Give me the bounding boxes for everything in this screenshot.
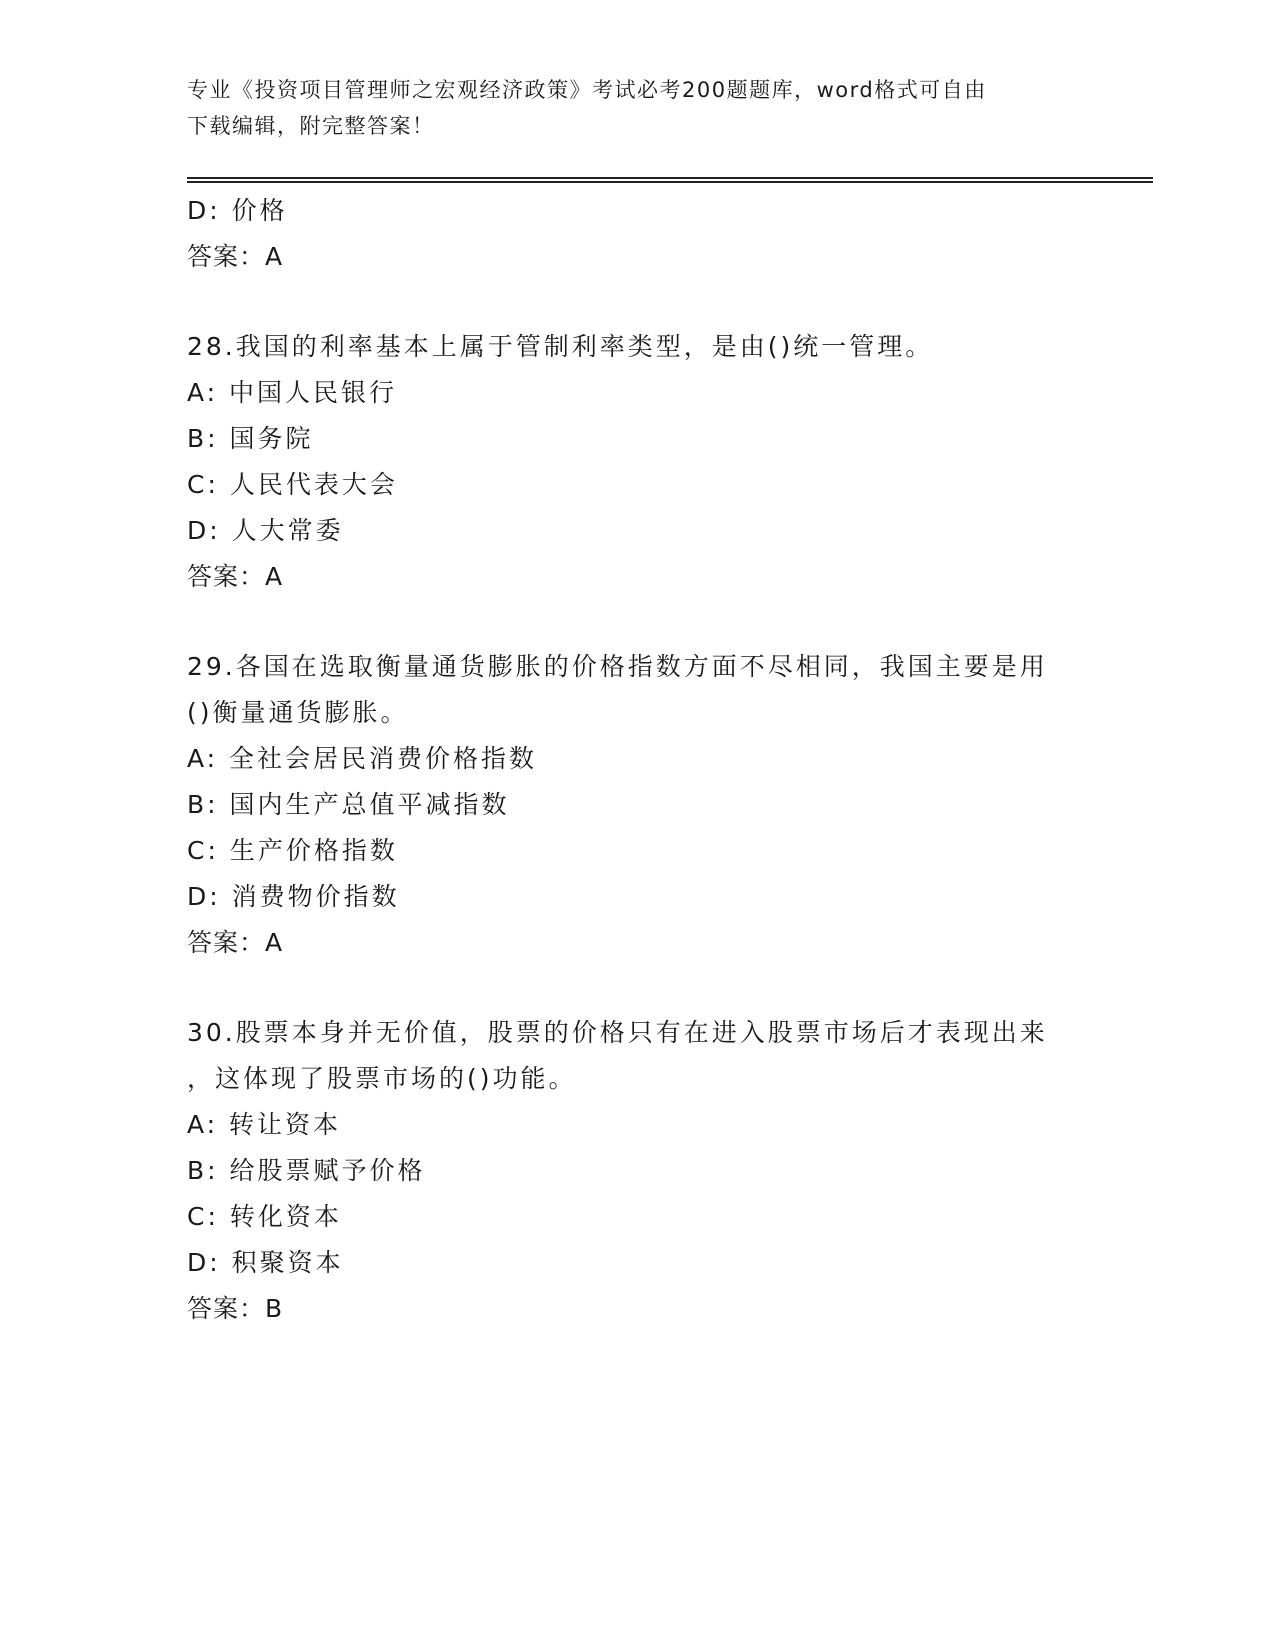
option-d: D: 积聚资本 — [187, 1248, 344, 1277]
option-a: A: 中国人民银行 — [187, 378, 398, 407]
document-header — [187, 72, 1087, 144]
option-a: A: 转让资本 — [187, 1110, 342, 1139]
question-block-28 — [187, 324, 1087, 600]
option-b: B: 国内生产总值平减指数 — [187, 790, 510, 819]
spacer — [187, 280, 1087, 324]
question-content — [187, 188, 1087, 1332]
question-stem-line: ，这体现了股票市场的()功能。 — [187, 1064, 577, 1093]
option-c: C: 人民代表大会 — [187, 470, 398, 499]
option-c: C: 生产价格指数 — [187, 836, 398, 865]
answer-line: 答案：B — [187, 1294, 284, 1323]
answer-line: 答案：A — [187, 562, 284, 591]
option-d: D: 消费物价指数 — [187, 882, 400, 911]
question-stem-line: ()衡量通货膨胀。 — [187, 698, 409, 727]
question-block-30 — [187, 1010, 1087, 1332]
prev-answer: 答案：A — [187, 242, 284, 271]
question-block-29 — [187, 644, 1087, 966]
option-a: A: 全社会居民消费价格指数 — [187, 744, 538, 773]
header-divider-top — [187, 177, 1153, 179]
header-divider-bottom — [187, 181, 1153, 183]
header-line-1: 专业《投资项目管理师之宏观经济政策》考试必考200题题库，word格式可自由 — [187, 78, 987, 102]
option-b: B: 国务院 — [187, 424, 314, 453]
spacer — [187, 966, 1087, 1010]
option-d: D: 人大常委 — [187, 516, 344, 545]
question-stem-line: 29.各国在选取衡量通货膨胀的价格指数方面不尽相同，我国主要是用 — [187, 652, 1048, 681]
spacer — [187, 600, 1087, 644]
answer-line: 答案：A — [187, 928, 284, 957]
question-stem-line: 28.我国的利率基本上属于管制利率类型，是由()统一管理。 — [187, 332, 934, 361]
option-b: B: 给股票赋予价格 — [187, 1156, 426, 1185]
header-line-2: 下载编辑，附完整答案！ — [187, 114, 435, 138]
question-stem-line: 30.股票本身并无价值，股票的价格只有在进入股票市场后才表现出来 — [187, 1018, 1048, 1047]
option-c: C: 转化资本 — [187, 1202, 342, 1231]
prev-option-d: D: 价格 — [187, 196, 288, 225]
